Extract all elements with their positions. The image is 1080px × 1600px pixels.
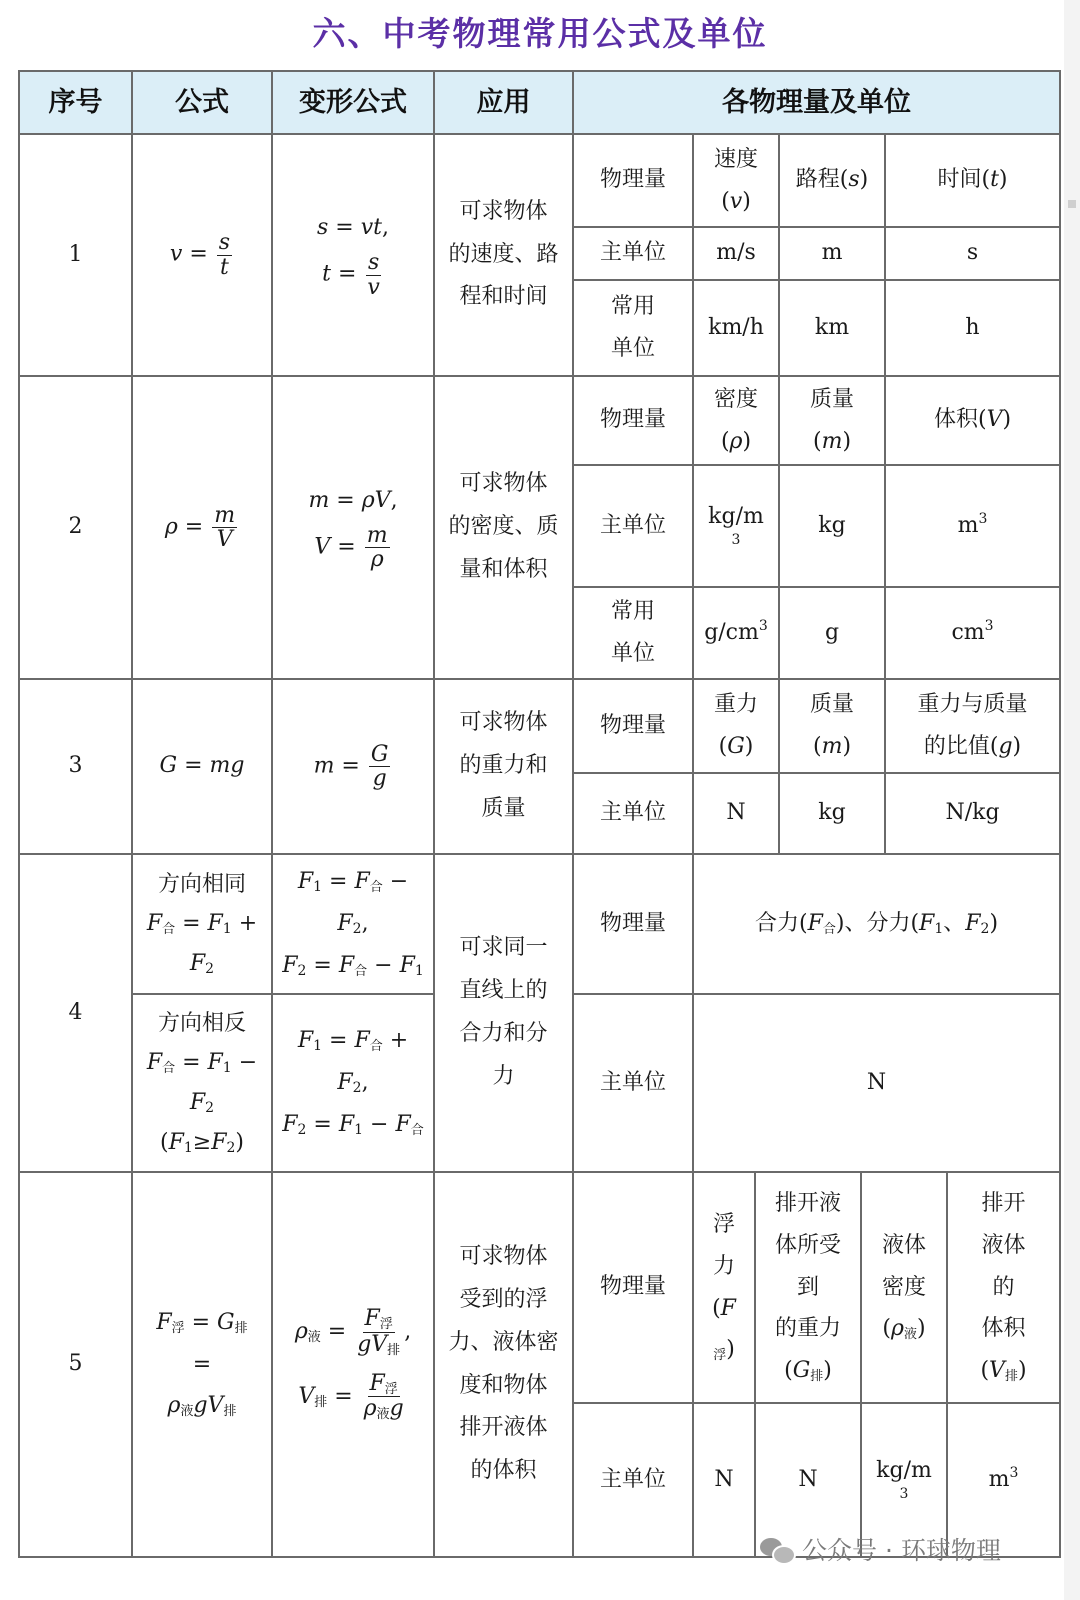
application-cell: 可求物体 的速度、路 程和时间 (434, 134, 573, 376)
variant-cell: $\rho_液$ = $\frac{F_浮}{gV_排}$ , $V_排$ = $\frac{F_浮}{\rho_液g}$ (272, 1172, 434, 1557)
quantity-name: 质量 (m) (779, 680, 885, 773)
application-cell: 可求物体 受到的浮 力、液体密 度和物体 排开液体 的体积 (434, 1172, 573, 1557)
label-main-unit: 主单位 (574, 1403, 693, 1556)
watermark (760, 1528, 1060, 1570)
formula-cell: G = mg (132, 679, 272, 854)
variant-cell (272, 854, 434, 1172)
seq-cell: 5 (19, 1172, 132, 1557)
unit-value: km (779, 280, 885, 375)
quantity-units-cell (573, 1172, 1060, 1557)
label-main-unit: 主单位 (574, 994, 693, 1171)
quantity-name: 重力与质量 的比值(g) (885, 680, 1059, 773)
unit-value: m (779, 227, 885, 280)
label-quantity: 物理量 (574, 855, 693, 994)
quantity-name: 重力 (G) (693, 680, 779, 773)
formula-cell: v = $\frac{s}{t}$ (132, 134, 272, 376)
application-cell: 可求物体 的重力和 质量 (434, 679, 573, 854)
unit-value: h (885, 280, 1059, 375)
seq-cell: 1 (19, 134, 132, 376)
quantity-name: 速度 (v) (693, 135, 779, 227)
wechat-icon (760, 1535, 794, 1563)
formula-cell (132, 854, 272, 1172)
unit-value: m/s (693, 227, 779, 280)
unit-value: N (693, 773, 779, 853)
table-row (19, 854, 1060, 1172)
formula-same-direction: 方向相同 $F_合 = F1$ + F2 (133, 855, 271, 994)
table-row (19, 134, 1060, 376)
quantity-name: 密度 (ρ) (693, 377, 779, 465)
quantity-name: 排开液 体所受 到 的重力 $(G_排)$ (755, 1173, 861, 1403)
quantity-name: 液体 密度 $(\rho_液)$ (861, 1173, 947, 1403)
label-main-unit: 主单位 (574, 227, 693, 280)
quantity-name: 体积(V) (885, 377, 1059, 465)
unit-value: $cm^3$ (885, 587, 1059, 678)
application-cell: 可求同一 直线上的 合力和分 力 (434, 854, 573, 1172)
seq-cell: 2 (19, 376, 132, 679)
table-row (19, 679, 1060, 854)
header-formula: 公式 (132, 71, 272, 134)
table-row (19, 376, 1060, 679)
quantity-name: 时间(t) (885, 135, 1059, 227)
label-quantity: 物理量 (574, 680, 693, 773)
application-cell: 可求物体 的密度、质 量和体积 (434, 376, 573, 679)
unit-value: $m^3$ (947, 1403, 1059, 1556)
label-common-unit: 常用 单位 (574, 587, 693, 678)
quantity-name: 质量 (m) (779, 377, 885, 465)
unit-value: N/kg (885, 773, 1059, 853)
unit-value: N (755, 1403, 861, 1556)
variant-cell: m = ρV, V = $\frac{m}{\rho}$ (272, 376, 434, 679)
header-variant: 变形公式 (272, 71, 434, 134)
variant-same-direction: $F1 = F_合$ − F2, $F2 = F_合 - F1$ (273, 855, 433, 994)
label-main-unit: 主单位 (574, 465, 693, 587)
quantity-units-cell (573, 854, 1060, 1172)
unit-value: kg/m 3 (693, 465, 779, 587)
unit-value: N (693, 994, 1059, 1171)
header-row (19, 71, 1060, 134)
unit-value: g (779, 587, 885, 678)
unit-value: $g/cm^3$ (693, 587, 779, 678)
quantity-name: 浮 力 (F $_浮$) (693, 1173, 755, 1403)
unit-value: kg (779, 773, 885, 853)
page-edge-strip (1064, 0, 1080, 1600)
variant-opposite-direction: $F1 = F_合$ + F2, $F2 = F1 - F_合$ (273, 994, 433, 1171)
quantity-name: 路程(s) (779, 135, 885, 227)
label-quantity: 物理量 (574, 135, 693, 227)
formula-cell: $F_浮 = G_排$ = $\rho_液gV_排$ (132, 1172, 272, 1557)
label-quantity: 物理量 (574, 1173, 693, 1403)
unit-value: kg/m 3 (861, 1403, 947, 1556)
variant-cell: m = $\frac{G}{g}$ (272, 679, 434, 854)
quantity-units-cell (573, 679, 1060, 854)
quantity-name: 合力$(F_合)$、分力(F1、F2) (693, 855, 1059, 994)
seq-cell: 3 (19, 679, 132, 854)
label-quantity: 物理量 (574, 377, 693, 465)
formula-opposite-direction: 方向相反 $F_合 = F1$ − F2 (F1≥F2) (133, 994, 271, 1171)
unit-value: km/h (693, 280, 779, 375)
unit-value: s (885, 227, 1059, 280)
table-row (19, 1172, 1060, 1557)
label-main-unit: 主单位 (574, 773, 693, 853)
variant-cell: s = vt, t = $\frac{s}{v}$ (272, 134, 434, 376)
quantity-units-cell (573, 376, 1060, 679)
header-quantities: 各物理量及单位 (573, 71, 1060, 134)
watermark-text: 公众号 · 环球物理 (802, 1536, 1001, 1565)
formula-table (18, 70, 1061, 1558)
seq-cell: 4 (19, 854, 132, 1172)
formula-cell: ρ = $\frac{m}{V}$ (132, 376, 272, 679)
label-common-unit: 常用 单位 (574, 280, 693, 375)
quantity-name: 排开 液体 的 体积 $(V_排)$ (947, 1173, 1059, 1403)
unit-value: $m^3$ (885, 465, 1059, 587)
header-application: 应用 (434, 71, 573, 134)
unit-value: N (693, 1403, 755, 1556)
quantity-units-cell (573, 134, 1060, 376)
page-title: 六、中考物理常用公式及单位 (312, 14, 768, 53)
unit-value: kg (779, 465, 885, 587)
header-seq: 序号 (19, 71, 132, 134)
